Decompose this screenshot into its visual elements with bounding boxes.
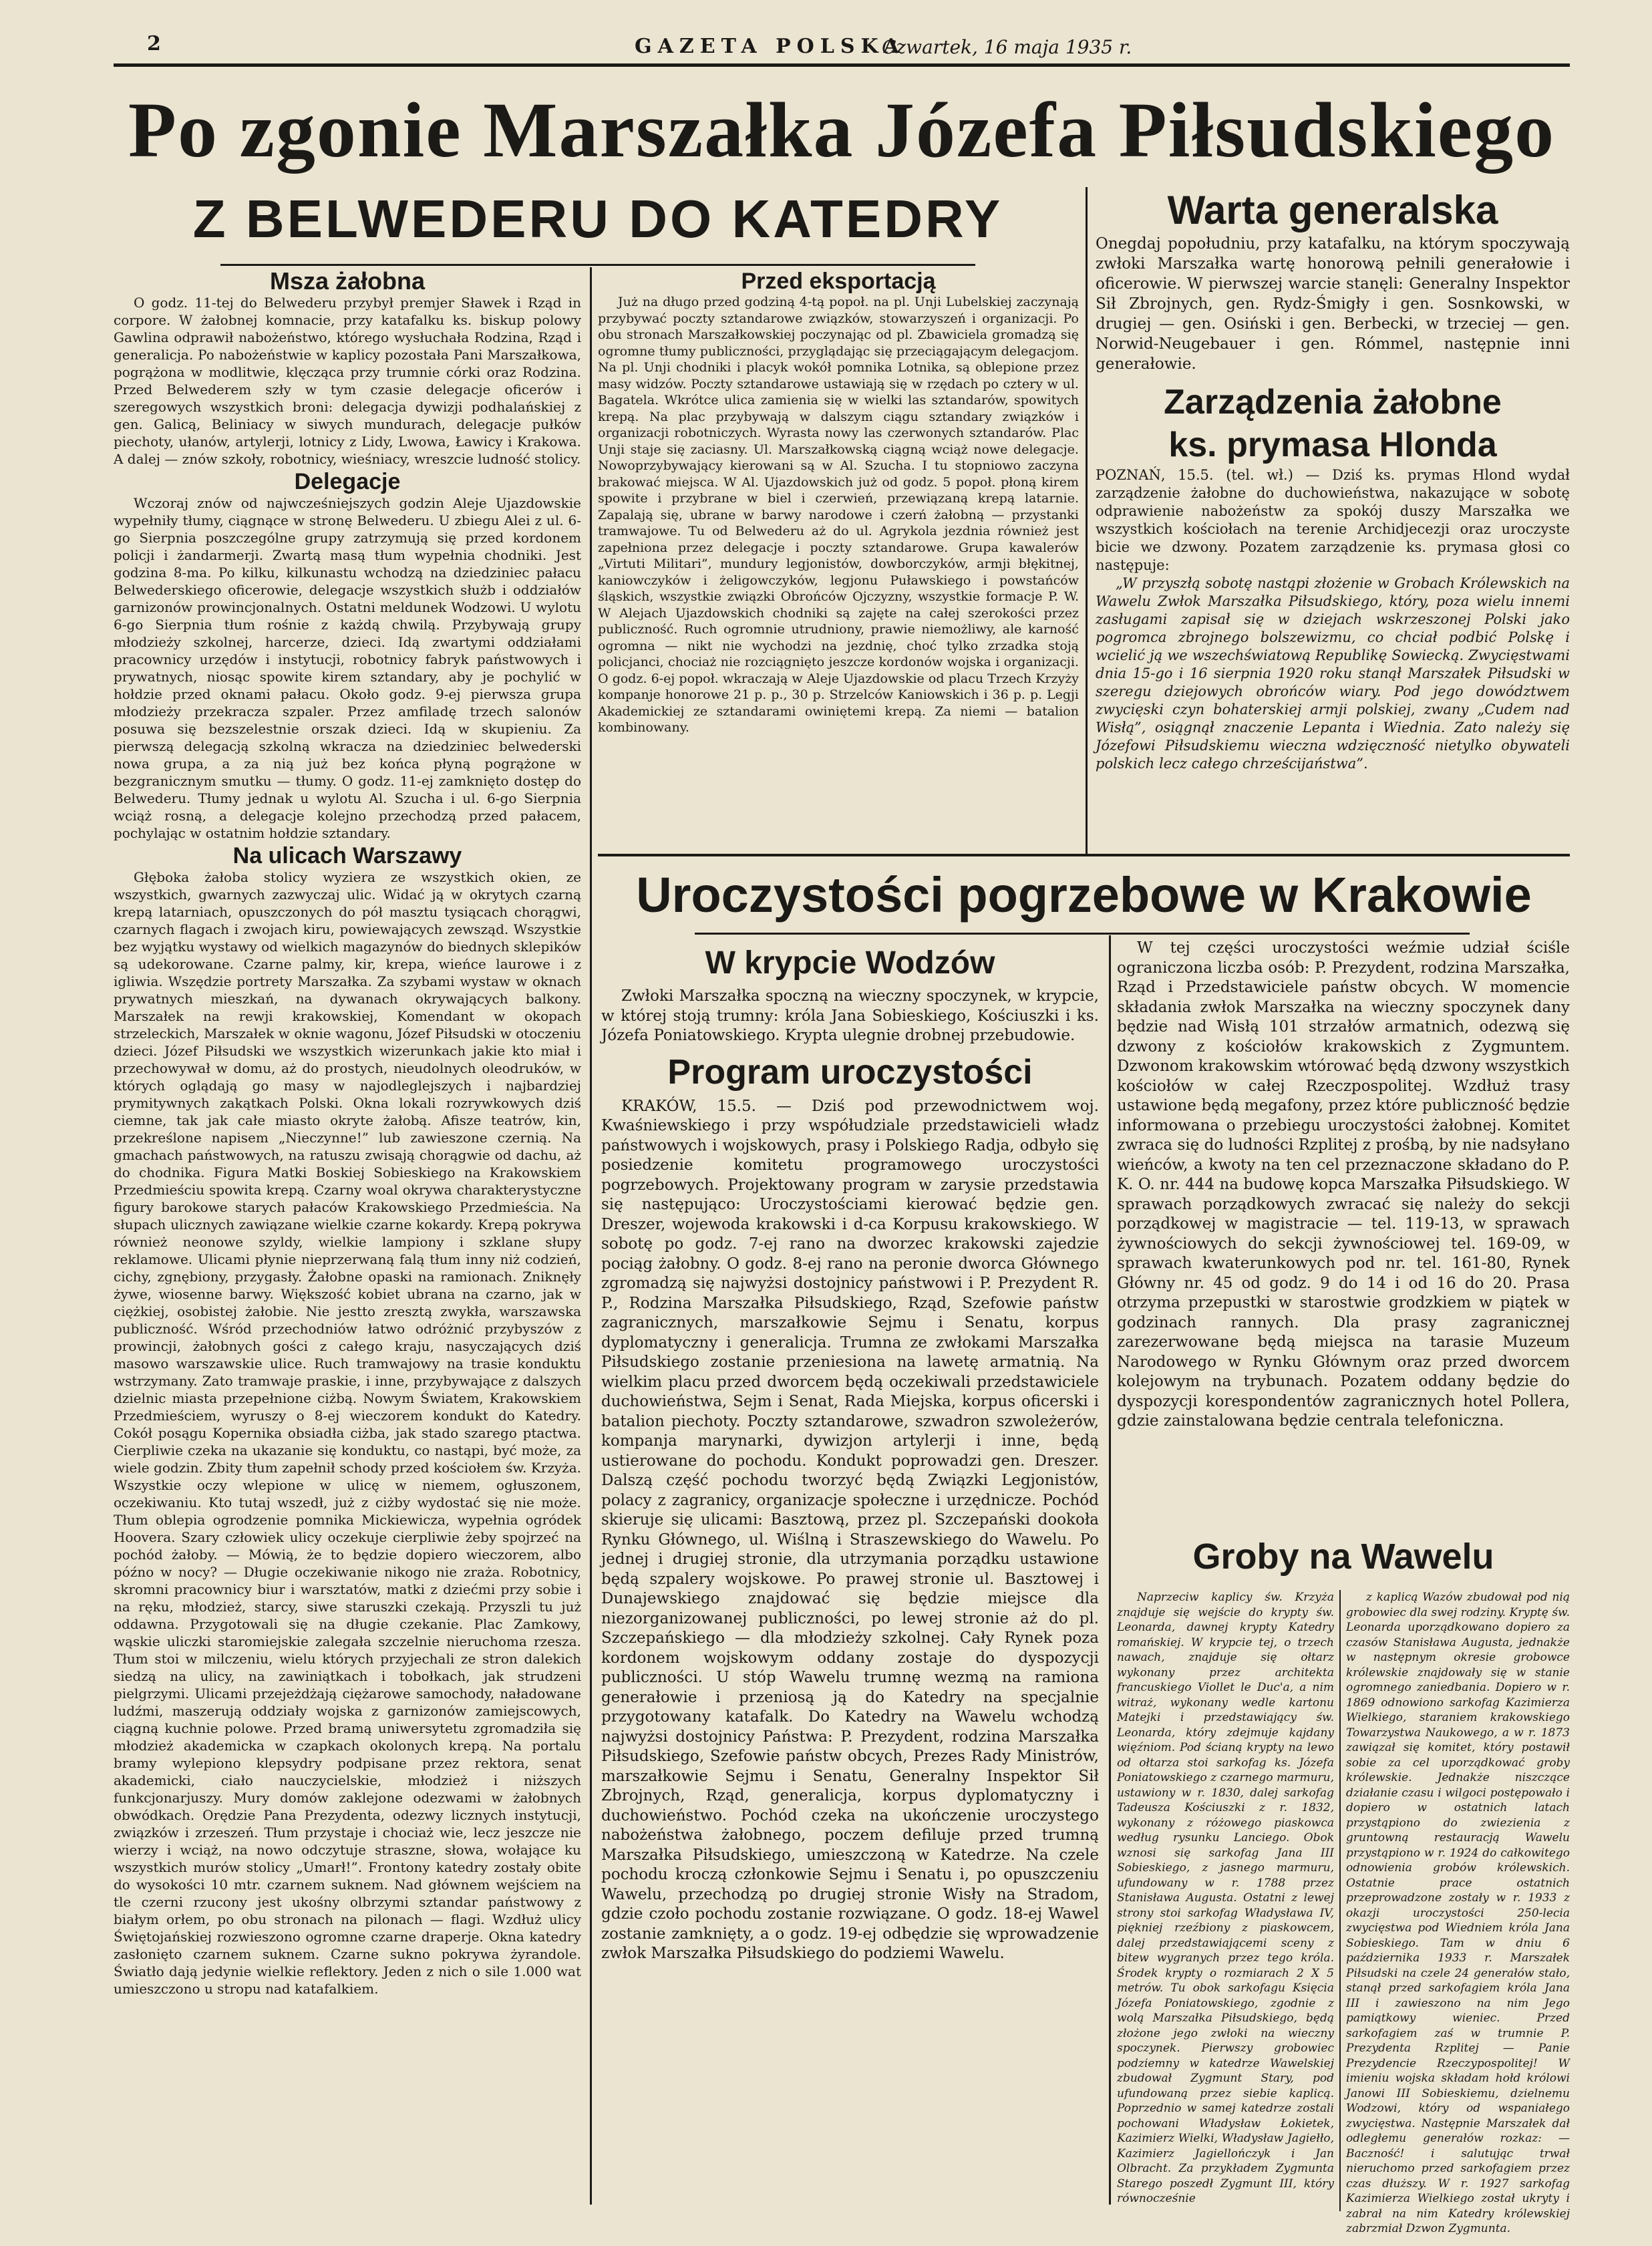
krakow-top-rule xyxy=(598,854,1570,856)
krypta-subtitle: W krypcie Wodzów xyxy=(705,945,995,981)
delegacje-subtitle: Delegacje xyxy=(294,469,401,494)
issue-date: Czwartek, 16 maja 1935 r. xyxy=(882,36,1132,58)
column-rule xyxy=(1086,187,1088,855)
zarzadzenia-title-2: ks. prymasa Hlonda xyxy=(1168,426,1497,464)
column-right-top xyxy=(1096,187,1570,855)
groby-col2-text: z kaplicą Wazów zbudował pod nią grobowiec dla swej rodziny. Kryptę św. Leonarda uporządkowano dopiero za czasów Stanisława Augusta, jednakże w następnym okresie grobowce królewskie znajdowały się w stanie ogromnego zaniedbania. Dopiero w r. 1869 odnowiono sarkofag Kazimierza Wielkiego, staraniem krakowskiego Towarzystwa Naukowego, a w r. 1873 zawiązał się komitet, który postawił sobie za cel uporządkować groby królewskie. Jednakże niszczące działanie czasu i wilgoci postępowało i dopiero w ostatnich latach przystąpiono do zwiezienia z gruntowną restauracją Wawelu przystąpiono w r. 1924 do całkowitego odnowienia grobów królewskich. Ostatnie prace ostatnich przeprowadzone zostały w r. 1933 z okazji uroczystości 250-lecia zwycięstwa pod Wiedniem króla Jana Sobieskiego. Tam w dniu 6 października 1933 r. Marszałek Piłsudski na czele 24 generałów stało, stanął przed sarkofagiem króla Jana III i zawieszono na nim Jego pamiątkowy wieniec. Przed sarkofagiem zaś w trumnie P. Prezydenta Rzplitej — Panie Prezydencie Rzeczypospolitej! W imieniu wojska składam hołd królowi Janowi III Sobieskiemu, dzielnemu Wodzowi, który od wspaniałego zwycięstwa. Następnie Marszałek dał odległemu generałów rozkaz: — Baczność! i salutując trwał nieruchomo przed sarkofagiem przez czas dłuższy. W r. 1927 sarkofag Kazimierza Wielkiego został ukryty i zabrał na nim Katedry królewskiej zabrzmiał Dzwon Zygmunta. xyxy=(1346,1591,1570,2235)
zarzadzenia-quote: „W przyszłą sobotę nastąpi złożenie w Grobach Królewskich na Wawelu Zwłok Marszałka Piłsudskiego, który, poza wielu innemi zasługami zapisał się w dziejach wskrzeszonej Polski jako pogromca zbrojnego bolszewizmu, co chciał podbić Polskę i wcielić ją we wszechświatową Republikę Sowiecką. Zwycięstwami dnia 15-go i 16 sierpnia 1920 roku stanął Marszałek Piłsudski w szeregu dziejowych obrońców wiary. Pod jego dowództwem zwycięski czyn bohaterskiej armji polskiej, zwany „Cudem nad Wisłą”, osiągnął znaczenie Lepanta i Wiednia. Zato należy się Józefowi Piłsudskiemu wieczna wdzięczność nietylko obywateli polskich lecz całego chrześcijaństwa”. xyxy=(1096,575,1570,772)
column-krakow-program xyxy=(601,939,1099,2225)
column-eksportacja xyxy=(598,267,1079,848)
page-header xyxy=(114,27,1570,67)
msza-subtitle: Msza żałobna xyxy=(269,267,426,295)
eksportacja-text: Już na długo przed godziną 4-tą popoł. na pl. Unji Lubelskiej zaczynają przybywać poczty sztandarowe związków, stowarzyszeń i organizacji. Po obu stronach Marszałkowskiej poczynając od pl. Zbawiciela gromadzą się ogromne tłumy publiczności, przyglądając się przeciągającym delegacjom. Na pl. Unji chodniki i placyk wokół pomnika Lotnika, są oblepione przez masy widzów. Poczty sztandarowe ustawiają się w rzędach po cztery w ul. Bagatela. Wkrótce ulica zamienia się w wielki las sztandarów, spowitych krepą. Na plac przybywają w dalszym ciągu sztandary związków i organizacji robotniczych. Wyrasta nowy las czerwonych sztandarów. Plac Unji staje się zaciasny. Ul. Marszałkowską ciągną wciąż nowe delegacje. Nowoprzybywający kierowani są w Al. Szucha. I tu stopniowo zaczyna brakować miejsca. W Al. Ujazdowskich już od godz. 5 popoł. płoną kirem spowite i przybrane w biel i czerwień, przewiązaną krepą latarnie. Zapalają się, ubrane w barwy narodowe i czerń żałobną — przystanki tramwajowe. Tu od Belwederu aż do ul. Agrykola jezdnia również jest zapełniona przez delegacje i poczty sztandarowe. Grupa kawalerów „Virtuti Militari”, mundury legjonistów, dowborczyków, armji błękitnej, kaniowczyków i żeligowczyków, legjonu Puławskiego i powstańców śląskich, wszystkie związki Obrońców Ojczyzny, wszystkie formacje P. W. W Alejach Ujazdowskich chodniki są zajęte na całej szerokości przez publiczność. Ruch ogromnie utrudniony, prawie niemożliwy, ale karność ogromna — nikt nie wychodzi na jezdnię, choć tylko zrzadka stoją policjanci, chociaż nie rozciągnięto jeszcze kordonów wojska i organizacji. O godz. 6-ej popoł. wkraczają w Aleje Ujazdowskie od placu Trzech Krzyży kompanje honorowe 21 p. p., 30 p. Strzelców Kaniowskich i 36 p. p. Legji Akademickiej ze sztandarami owiniętemi krepą. Za niemi — batalion kombinowany. xyxy=(598,295,1079,735)
warta-title: Warta generalska xyxy=(1167,188,1498,232)
ulice-text: Głęboka żałoba stolicy wyziera ze wszystkich okien, ze wszystkich, gwarnych zazwyczaj ulic. Widać ją w okrytych czarną krepą latarniach, opuszczonych do pół masztu tysiącach chorągwi, czarnych flagach i zwojach kiru, powiewających zewsząd. Wszystkie bez wyjątku wystawy od wielkich magazynów do biednych sklepików są udekorowane. Czarne palmy, kir, krepa, wieńce laurowe i z igliwia. Wszędzie portrety Marszałka. Za szybami wystaw w oknach prywatnych mieszkań, na dywanach okrywających balkony. Marszałek na rewji krakowskiej, Komendant w okopach strzeleckich, Marszałek w oknie wagonu, Józef Piłsudski w otoczeniu dzieci. Józef Piłsudski we wszystkich wizerunkach jakie kto miał i przechowywał w domu, aż do prostych, nieudolnych oleodruków, w których oglądają go masy w najodleglejszych i najbardziej prymitywnych zakątkach Polski. Okna lokali rozrywkowych dziś ciemne, tak jak całe miasto okryte żałobą. Afisze teatrów, kin, przekreślone napisem „Nieczynne!” lub zawieszone czernią. Na gmachach państwowych, na ratuszu zwisają chorągwie od dachu, aż do chodnika. Figura Matki Boskiej Sobieskiego na Krakowskiem Przedmieściu spowita krepą. Czarny woal okrywa charakterystyczne figury barokowe starych pałaców Krakowskiego Przedmieścia. Na słupach ulicznych zawiązane wielkie czarne kokardy. Krepą pokrywa również neonowe szyldy, wielkie lampiony i szklane słupy reklamowe. Ulicami płynie nieprzerwaną falą tłum inny niż codzień, cichy, zgnębiony, przygasły. Żałobne opaski na ramionach. Zniknęły żywe, wiosenne barwy. Większość kobiet ubrana na czarno, jak w ciężkiej, osobistej żałobie. Nie jestto zresztą zwykła, warszawska publiczność. Wśród przechodniów łatwo odróżnić przybyszów z prowincji, żałobnych gości z całego kraju, nasyczających dziś masowo warszawskie ulice. Ruch tramwajowy na trasie konduktu wstrzymany. Zato tramwaje praskie, i inne, przybywające z dalszych dzielnic miasta przepełnione ciżbą. Nowym Światem, Krakowskiem Przedmieściem, wyruszy o 8-ej wieczorem kondukt do Katedry. Cokół posągu Kopernika obsiadła ciżba, jak stado szarego ptactwa. Cierpliwie czeka na ukazanie się konduktu, co nastąpi, być może, za wiele godzin. Zbity tłum zapełnił schody przed kościołem św. Krzyża. Wszystkie oczy wlepione w ulicę w niemem, ogłuszonem, oczekiwaniu. Kto tutaj wszedł, już z ciżby wydostać się nie może. Tłum oblepia ogrodzenie pomnika Mickiewicza, wypełnia ogródek Hoovera. Szary człowiek ulicy oczekuje cierpliwie żeby spojrzeć na pochód żałoby. — Mówią, że to będzie dopiero wieczorem, albo późno w nocy? — Długie oczekiwanie nikogo nie zraża. Robotnicy, skromni pracownicy biur i warsztatów, matki z dziećmi przy sobie i na ręku, młodzież, starcy, siwe staruszki czekają. Przyszli tu już oddawna. Przygotowali się na długie czekanie. Plac Zamkowy, wąskie uliczki staromiejskie zalegała szczelnie nieruchoma rzesza. Tłum stoi w milczeniu, wielu których przyjechali ze stron dalekich siedzą na ulicy, na zawiniątkach i tobołkach, jak strudzeni pielgrzymi. Ulicami przejeżdżają ciężarowe samochody, naładowane ludźmi, maszerują oddziały wojska z garnizonów zamiejscowych, ciągną kuchnie polowe. Przed bramą uniwersytetu zgromadziła się młodzież akademicka w czapkach okolonych krepą. Na portalu bramy wylepiono klepsydry podpisane przez rektora, senat akademicki, ciało nauczycielskie, młodzież i niższych funkcjonarjuszy. Mury domów zaklejone odezwami w żałobnych obwódkach. Orędzie Pana Prezydenta, odezwy licznych instytucji, związków i zrzeszeń. Tłum przystaje i chociaż wie, lecz jeszcze nie wierzy i wciąż, na nowo odczytuje straszne, słowa, wołające ku wszystkich murów stolicy „Umarł!”. Frontony katedry zostały obite do wysokości 10 mtr. czarnem suknem. Nad głównem wejściem na tle czerni rzucony jest ukośny olbrzymi sztandar państwowy z białym orłem, po obu stronach na pilonach — flagi. Wzdłuż ulicy Świętojańskiej rozwieszono ogromne czarne draperje. Okna katedry zasłonięto czarnem suknem. Czarne sukno pokrywa żyrandole. Światło dają jedynie wielkie reflektory. Jeden z nich o sile 1.000 wat umieszczono u stropu nad katafalkiem. xyxy=(114,869,581,1997)
warta-text: Onegdaj popołudniu, przy katafalku, na którym spoczywają zwłoki Marszałka wartę honorową pełnili generałowie i oficerowie. W pierwszej warcie stanęli: Generalny Inspektor Sił Zbrojnych, gen. Rydz-Śmigły i gen. Sosnkowski, w drugiej — gen. Osiński i gen. Berbecki, w trzeciej — gen. Norwid-Neugebauer i gen. Rómmel, następnie inni generałowie. xyxy=(1096,235,1570,373)
masthead: GAZETA POLSKA xyxy=(635,35,905,58)
eksportacja-subtitle: Przed eksportacją xyxy=(741,269,936,294)
krypta-text: Zwłoki Marszałka spoczną na wieczny spoczynek, w krypcie, w której stoją trumny: króla Jana Sobieskiego, Kościuszki i ks. Józefa Poniatowskiego. Krypta ulegnie drobnej przebudowie. xyxy=(601,987,1099,1044)
krakow-divider xyxy=(695,933,1470,935)
page-number: 2 xyxy=(147,32,161,55)
column-rule xyxy=(590,267,592,2205)
belweder-title: Z BELWEDERU DO KATEDRY xyxy=(192,189,1003,249)
zarzadzenia-title-1: Zarządzenia żałobne xyxy=(1164,383,1502,422)
zarzadzenia-text: POZNAŃ, 15.5. (tel. wł.) — Dziś ks. prymas Hlond wydał zarządzenie żałobne do duchowieństwa, nakazujące w sobotę odprawienie nabożeństw za spokój duszy Marszałka we wszystkich kościołach na terenie Archidjecezji oraz uroczyste bicie we dzwony. Pozatem zarządzenie ks. prymasa głosi co następuje: xyxy=(1096,467,1570,573)
msza-text: O godz. 11-tej do Belwederu przybył premjer Sławek i Rząd in corpore. W żałobnej komnacie, przy katafalku ks. biskup polowy Gawlina odprawił nabożeństwo, którego wysłuchała Rodzina, Rząd i generalicja. Po nabożeństwie w kaplicy pozostała Pani Marszałkowa, pogrążona w modlitwie, klęcząca przy trumnie córki oraz Rodzina. Przed Belwederem szły w tym czasie delegacje oficerów i szeregowych wszystkich broni: delegacja dywizji podhalańskiej z gen. Galicą, Beliniacy w siwych mundurach, delegacje pułków piechoty, ułanów, artylerji, lotnicy z Lidy, Lwowa, Ławicy i Krakowa. A dalej — znów szkoły, robotnicy, wieśniacy, wreszcie ludność stolicy. xyxy=(114,295,581,467)
delegacje-text: Wczoraj znów od najwcześniejszych godzin Aleje Ujazdowskie wypełniły tłumy, ciągnące w stronę Belwederu. U zbiegu Alei z ul. 6-go Sierpnia poszczególne grupy zatrzymują się przed kordonem policji i żandarmerji. Zwartą masą tłum wypełnia chodniki. Jest godzina 8-ma. Po kilku, kilkunastu wchodzą na dziedziniec pałacu Belwederskiego oficerowie, delegacje wszystkich służb i oddziałów garnizonów prowincjonalnych. Ostatni meldunek Wodzowi. U wylotu 6-go Sierpnia tłum rośnie z każdą chwilą. Przybywają grupy młodzieży szkolnej, harcerze, dzieci. Idą zwartymi oddziałami pracownicy urzędów i instytucji, robotnicy fabryk państwowych i prywatnych, niosąc spowite kirem sztandary, aby je pochylić w hołdzie przed oknami pałacu. Około godz. 9-ej pierwsza grupa młodzieży przekracza szpaler. Przez amfiladę trzech salonów posuwa się bezszelestnie orszak dzieci. Idą w skupieniu. Za pierwszą delegacją szkolną wkracza na dziedziniec belwederski nowa grupa, a za nią już bez końca płyną pogrążone w bezgranicznym smutku — tłumy. O godz. 11-ej zamknięto dostęp do Belwederu. Tłumy jednak u wylotu Al. Szucha i ul. 6-go Sierpnia wciąż rosną, a delegacje kolejno przechodzą przed pałacem, pochylając w ostatnim hołdzie sztandary. xyxy=(114,495,581,841)
program-subtitle: Program uroczystości xyxy=(667,1052,1033,1092)
main-headline: Po zgonie Marszałka Józefa Piłsudskiego xyxy=(128,86,1556,174)
groby-col2 xyxy=(1346,1590,1570,2235)
groby-col1 xyxy=(1117,1590,1334,2225)
krakow-title: Uroczystości pogrzebowe w Krakowie xyxy=(636,867,1532,923)
krakow-right-text: W tej części uroczystości weźmie udział ściśle ograniczona liczba osób: P. Prezydent, rodzina Marszałka, Rząd i Przedstawiciele państw obcych. W momencie składania zwłok Marszałka na wieczny spoczynek dany będzie nad Wisłą 101 strzałów armatnich, odezwą się dzwony z kościołów krakowskich z Zygmuntem. Dzwonom krakowskim wtórować będą dzwony wszystkich kościołów w całej Rzeczpospolitej. Wzdłuż trasy ustawione będą megafony, przez które publiczność będzie informowana o przebiegu uroczystości żałobnej. Komitet zwraca się do ludności Rzplitej z prośbą, by nie nadsyłano wieńców, a kwoty na ten cel przeznaczone składano do P. K. O. nr. 444 na budowę kopca Marszałka Piłsudskiego. W sprawach porządkowych zwracać się należy do sekcji porządkowej w magistracie — tel. 119-13, w sprawach żywnościowych do sekcji żywnościowej tel. 169-09, w sprawach kwaterunkowych pod nr. tel. 161-80, Rynek Główny nr. 45 od godz. 9 do 14 i od 16 do 20. Prasa otrzyma przepustki w starostwie grodzkiem w piątek w godzinach rannych. Dla prasy zagranicznej zarezerwowane będą miejsca na tarasie Muzeum Narodowego w Rynku Głównym oraz przed dworcem kolejowym na trybunach. Pozatem oddany będzie do dyspozycji korespondentów zagranicznych hotel Pollera, gdzie zainstalowana będzie centrala telefoniczna. xyxy=(1117,939,1570,1430)
groby-col1-text: Naprzeciw kaplicy św. Krzyża znajduje się wejście do krypty św. Leonarda, dawnej krypty Katedry romańskiej. W krypcie tej, o trzech nawach, znajduje się ołtarz wykonany przez architekta francuskiego Viollet le Duc'a, a nim witraż, wykonany wedle kartonu Matejki i przedstawiający św. Leonarda, który zdejmuje kajdany więźniom. Pod ścianą krypty na lewo od ołtarza stoi sarkofag ks. Józefa Poniatowskiego z czarnego marmuru, ustawiony w r. 1830, dalej sarkofag Tadeusza Kościuszki z r. 1832, wykonany z różowego piaskowca według rysunku Lanciego. Obok wznosi się sarkofag Jana III Sobieskiego, z jasnego marmuru, ufundowany w r. 1788 przez Stanisława Augusta. Ostatni z lewej strony stoi sarkofag Władysława IV, piękniej rzeźbiony z piaskowcem, dalej przedstawiającemi sceny z bitew wygranych przez tego króla. Środek krypty o rozmiarach 2 X 5 metrów. Tu obok sarkofagu Księcia Józefa Poniatowskiego, zgodnie z wolą Marszałka Piłsudskiego, będą złożone jego zwłoki na wieczny spoczynek. Pierwszy grobowiec podziemny w katedrze Wawelskiej zbudował Zygmunt Stary, pod ufundowaną przez siebie kaplicą. Poprzednio w samej katedrze zostali pochowani Władysław Łokietek, Kazimierz Wielki, Władysław Jagiełło, Kazimierz Jagiellończyk i Jan Olbracht. Za przykładem Zygmunta Starego poszedł Zygmunt III, który równocześnie xyxy=(1117,1591,1334,2205)
column-left xyxy=(114,267,581,2225)
ulice-subtitle: Na ulicach Warszawy xyxy=(232,843,462,868)
groby-column-rule xyxy=(1339,1590,1341,2211)
column-rule xyxy=(1109,935,1111,2205)
groby-title: Groby na Wawelu xyxy=(1192,1537,1494,1577)
belweder-divider xyxy=(220,264,975,266)
column-krakow-right xyxy=(1117,939,1570,1527)
program-text: KRAKÓW, 15.5. — Dziś pod przewodnictwem woj. Kwaśniewskiego i przy współudziale przedstawicieli władz państwowych i wojskowych, prasy i Polskiego Radja, odbyło się posiedzenie komitetu programowego uroczystości pogrzebowych. Projektowany program w zarysie przedstawia się następująco: Uroczystościami kierować będzie gen. Dreszer, wojewoda krakowski i d-ca Korpusu krakowskiego. W sobotę po godz. 7-ej rano na dworzec krakowski zajedzie pociąg żałobny. O godz. 8-ej rano na peronie dworca Głównego zgromadzą się najwyżsi dostojnicy państwowi i P. Prezydent R. P., Rodzina Marszałka Piłsudskiego, Rząd, Szefowie państw zagranicznych, marszałkowie Sejmu i Senatu, korpus dyplomatyczny i generalicja. Trumna ze zwłokami Marszałka Piłsudskiego zostanie przeniesiona na lawetę armatnią. Na wielkim placu przed dworcem będą oczekiwali przedstawiciele duchowieństwa, Sejm i Senat, Rada Miejska, korpus oficerski i batalion piechoty. Poczty sztandarowe, szwadron szwoleżerów, kompanja marynarki, dywizjon artylerji i inne, będą ustierowane do pochodu. Kondukt poprowadzi gen. Dreszer. Dalszą część pochodu tworzyć będą Związki Legjonistów, polacy z zagranicy, organizacje społeczne i urzędnicze. Pochód skieruje się ulicami: Basztową, przez pl. Szczepański dookoła Rynku Głównego, ul. Wiślną i Straszewskiego do Wawelu. Po jednej i drugiej stronie, dla utrzymania porządku ustawione będą szpalery wojskowe. Po prawej stronie ul. Basztowej i Dunajewskiego znajdować się będzie miejsce dla niezorganizowanej publiczności, po lewej stronie aż do pl. Szczepańskiego — dla młodzieży szkolnej. Cały Rynek poza kordonem wojskowym oddany zostaje do dyspozycji publiczności. U stóp Wawelu trumnę wezmą na ramiona generałowie i przeniosą ją do Katedry na specjalnie przygotowany katafalk. Do Katedry na Wawelu wchodzą najwyżsi dostojnicy Państwa: P. Prezydent, rodzina Marszałka Piłsudskiego, Szefowie państw obcych, Prezes Rady Ministrów, marszałkowie Sejmu i Senatu, Generalny Inspektor Sił Zbrojnych, Rząd, generalicja, korpus dyplomatyczny i duchowieństwo. Pochód czeka na ukończenie uroczystego nabożeństwa żałobnego, poczem defiluje przed trumną Marszałka Piłsudskiego, umieszczoną w Katedrze. Na czele pochodu kroczą członkowie Sejmu i Senatu i, po opuszczeniu Wawelu, przechodzą po drugiej stronie Wisły na Stradom, gdzie czoło pochodu zostanie rozwiązane. O godz. 18-ej Wawel zostanie zamknięty, a o godz. 19-ej odbędzie się wprowadzenie zwłok Marszałka Piłsudskiego do podziemi Wawelu. xyxy=(601,1097,1099,1962)
